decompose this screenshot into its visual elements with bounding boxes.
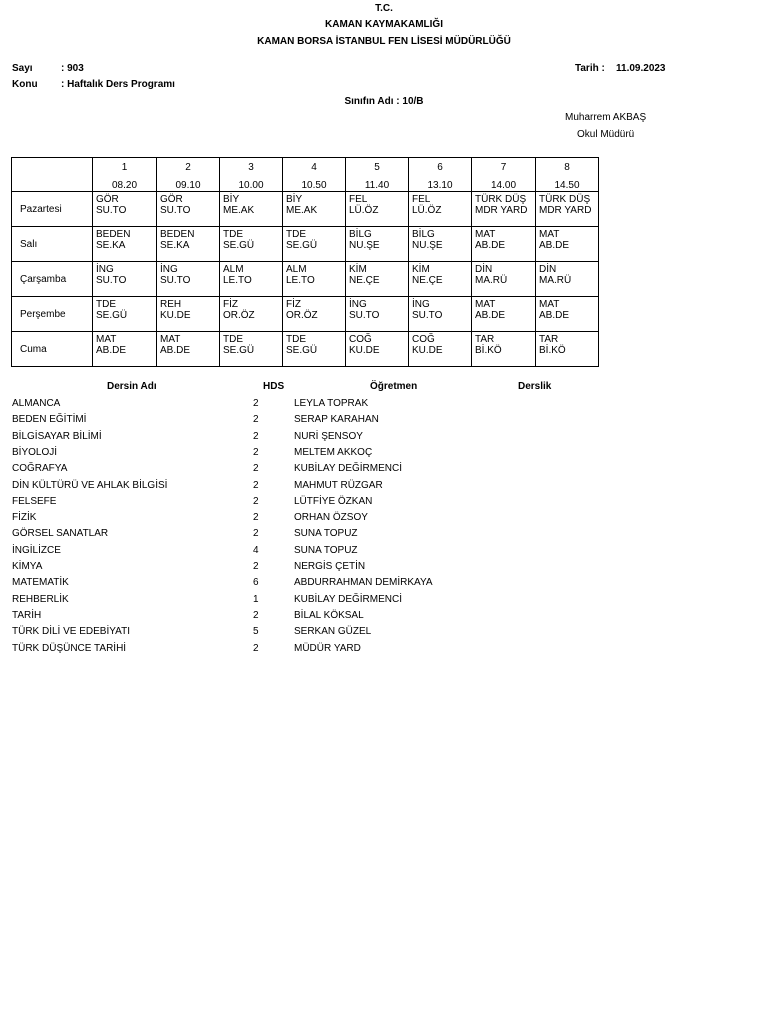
lesson-code: FEL bbox=[412, 194, 431, 205]
lesson-teacher: LE.TO bbox=[223, 275, 252, 286]
lesson-code: COĞ bbox=[412, 334, 435, 345]
header-tc: T.C. bbox=[375, 3, 393, 14]
lesson-cell bbox=[157, 262, 220, 297]
lesson-code: FİZ bbox=[223, 299, 238, 310]
konu-value: : Haftalık Ders Programı bbox=[61, 79, 175, 90]
course-teacher: MAHMUT RÜZGAR bbox=[294, 479, 383, 491]
lesson-teacher: AB.DE bbox=[475, 240, 506, 251]
lesson-teacher: SE.KA bbox=[96, 240, 126, 251]
lesson-cell bbox=[472, 192, 536, 227]
course-hds: 4 bbox=[253, 544, 259, 556]
course-name: ALMANCA bbox=[12, 398, 61, 409]
course-hds: 2 bbox=[253, 446, 259, 458]
lesson-teacher: SU.TO bbox=[160, 275, 191, 286]
slot-header: 5 11.40 bbox=[346, 158, 409, 192]
lesson-cell bbox=[220, 297, 283, 332]
course-name: KİMYA bbox=[12, 561, 43, 572]
course-hds: 2 bbox=[253, 609, 259, 621]
course-name: TÜRK DÜŞÜNCE TARİHİ bbox=[12, 642, 127, 654]
lesson-code: TAR bbox=[475, 334, 495, 345]
sayi-label: Sayı bbox=[12, 63, 33, 74]
lesson-code: TDE bbox=[223, 229, 243, 240]
course-teacher: KUBİLAY DEĞİRMENCİ bbox=[294, 463, 402, 475]
lesson-teacher: SU.TO bbox=[412, 310, 443, 321]
lesson-cell bbox=[409, 192, 472, 227]
konu-label: Konu bbox=[12, 79, 38, 90]
day-label: Cuma bbox=[12, 332, 93, 367]
lesson-teacher: AB.DE bbox=[475, 310, 506, 321]
lesson-cell bbox=[409, 297, 472, 332]
course-row bbox=[0, 577, 768, 593]
lesson-cell bbox=[536, 297, 599, 332]
lesson-teacher: KU.DE bbox=[160, 310, 191, 321]
day-label: Pazartesi bbox=[12, 192, 93, 227]
course-row bbox=[0, 594, 768, 610]
lesson-code: TAR bbox=[539, 334, 559, 345]
lesson-cell bbox=[536, 332, 599, 367]
lesson-cell bbox=[409, 262, 472, 297]
lesson-code: İNG bbox=[160, 264, 178, 275]
slot-header: 1 08.20 bbox=[93, 158, 157, 192]
course-row bbox=[0, 414, 768, 430]
lesson-teacher: NU.ŞE bbox=[349, 240, 380, 251]
room-header: Derslik bbox=[518, 381, 552, 392]
course-row bbox=[0, 398, 768, 414]
lesson-code: İNG bbox=[96, 264, 114, 275]
lesson-cell bbox=[93, 297, 157, 332]
lesson-cell bbox=[536, 192, 599, 227]
lesson-cell bbox=[536, 262, 599, 297]
course-hds: 6 bbox=[253, 577, 259, 589]
lesson-cell bbox=[472, 227, 536, 262]
lesson-teacher: LE.TO bbox=[286, 275, 315, 286]
lesson-code: ALM bbox=[286, 264, 307, 275]
lesson-code: BİLG bbox=[412, 229, 435, 240]
lesson-cell bbox=[346, 262, 409, 297]
lesson-code: MAT bbox=[475, 299, 496, 310]
lesson-code: KİM bbox=[412, 264, 430, 275]
lesson-teacher: SU.TO bbox=[349, 310, 380, 321]
lesson-code: FİZ bbox=[286, 299, 301, 310]
lesson-teacher: SE.GÜ bbox=[286, 240, 318, 251]
lesson-teacher: Bİ.KÖ bbox=[539, 345, 566, 356]
lesson-code: BİY bbox=[286, 194, 303, 205]
schedule-row bbox=[12, 192, 599, 227]
course-name: FİZİK bbox=[12, 512, 37, 524]
lesson-teacher: AB.DE bbox=[539, 310, 570, 321]
lesson-teacher: ME.AK bbox=[223, 205, 255, 216]
lesson-cell bbox=[220, 227, 283, 262]
hds-header: HDS bbox=[263, 381, 285, 392]
course-hds: 1 bbox=[253, 593, 259, 605]
lesson-code: FEL bbox=[349, 194, 368, 205]
course-name: COĞRAFYA bbox=[12, 463, 68, 475]
lesson-teacher: AB.DE bbox=[160, 345, 191, 356]
lesson-code: TDE bbox=[286, 334, 306, 345]
course-name: GÖRSEL SANATLAR bbox=[12, 528, 109, 540]
course-teacher: NERGİS ÇETİN bbox=[294, 561, 366, 572]
schedule-header-row bbox=[12, 158, 599, 192]
schedule-row bbox=[12, 332, 599, 367]
schedule-row bbox=[12, 262, 599, 297]
slot-header: 2 09.10 bbox=[157, 158, 220, 192]
course-teacher: SERKAN GÜZEL bbox=[294, 626, 372, 638]
class-name: Sınıfın Adı : 10/B bbox=[344, 96, 424, 107]
lesson-teacher: LÜ.ÖZ bbox=[349, 205, 379, 216]
course-teacher: LÜTFİYE ÖZKAN bbox=[294, 495, 373, 507]
tarih-label: Tarih : bbox=[575, 63, 605, 74]
lesson-cell bbox=[283, 297, 346, 332]
signer-name: Muharrem AKBAŞ bbox=[565, 112, 647, 123]
lesson-code: REH bbox=[160, 299, 182, 310]
lesson-code: TDE bbox=[96, 299, 116, 310]
lesson-teacher: LÜ.ÖZ bbox=[412, 205, 442, 216]
lesson-teacher: OR.ÖZ bbox=[223, 310, 255, 321]
course-teacher: SUNA TOPUZ bbox=[294, 528, 358, 540]
lesson-teacher: SU.TO bbox=[160, 205, 191, 216]
lesson-code: MAT bbox=[539, 299, 560, 310]
lesson-cell bbox=[283, 227, 346, 262]
course-row bbox=[0, 463, 768, 479]
lesson-code: DİN bbox=[475, 264, 493, 275]
course-hds: 2 bbox=[253, 512, 259, 524]
course-name: BEDEN EĞİTİMİ bbox=[12, 414, 87, 426]
course-row bbox=[0, 512, 768, 528]
header-district: KAMAN KAYMAKAMLIĞI bbox=[325, 19, 443, 30]
day-label: Perşembe bbox=[12, 297, 93, 332]
course-teacher: SUNA TOPUZ bbox=[294, 544, 358, 556]
sayi-value: : 903 bbox=[61, 63, 84, 74]
slot-header: 8 14.50 bbox=[536, 158, 599, 192]
lesson-teacher: KU.DE bbox=[349, 345, 380, 356]
lesson-code: MAT bbox=[539, 229, 560, 240]
lesson-code: GÖR bbox=[96, 194, 119, 205]
lesson-cell bbox=[283, 332, 346, 367]
lesson-code: GÖR bbox=[160, 194, 183, 205]
lesson-code: TDE bbox=[223, 334, 243, 345]
lesson-cell bbox=[157, 297, 220, 332]
course-name: MATEMATİK bbox=[12, 577, 69, 589]
schedule-table bbox=[11, 157, 599, 367]
course-name: REHBERLİK bbox=[12, 593, 69, 605]
course-name: BİLGİSAYAR BİLİMİ bbox=[12, 430, 102, 442]
lesson-code: İNG bbox=[412, 299, 430, 310]
lesson-cell bbox=[220, 192, 283, 227]
lesson-teacher: MDR YARD bbox=[539, 205, 592, 216]
lesson-cell bbox=[283, 192, 346, 227]
tarih-value: 11.09.2023 bbox=[616, 63, 666, 74]
course-hds: 2 bbox=[253, 463, 259, 475]
lesson-code: TÜRK DÜŞ bbox=[539, 194, 591, 205]
corner-cell bbox=[12, 158, 93, 192]
lesson-teacher: SE.GÜ bbox=[223, 240, 255, 251]
slot-header: 7 14.00 bbox=[472, 158, 536, 192]
lesson-cell bbox=[346, 332, 409, 367]
course-teacher: SERAP KARAHAN bbox=[294, 414, 379, 426]
lesson-cell bbox=[157, 192, 220, 227]
lesson-teacher: NE.ÇE bbox=[412, 275, 443, 286]
slot-header: 4 10.50 bbox=[283, 158, 346, 192]
course-hds: 5 bbox=[253, 626, 259, 638]
lesson-code: BEDEN bbox=[96, 229, 131, 240]
lesson-code: BEDEN bbox=[160, 229, 195, 240]
course-hds: 2 bbox=[253, 430, 259, 442]
lesson-cell bbox=[93, 332, 157, 367]
course-row bbox=[0, 610, 768, 626]
lesson-teacher: ME.AK bbox=[286, 205, 318, 216]
lesson-code: MAT bbox=[96, 334, 117, 345]
day-label: Salı bbox=[12, 227, 93, 262]
lesson-teacher: MA.RÜ bbox=[539, 275, 572, 286]
course-name: FELSEFE bbox=[12, 495, 57, 507]
header-school: KAMAN BORSA İSTANBUL FEN LİSESİ MÜDÜRLÜĞÜ bbox=[257, 36, 511, 47]
lesson-code: DİN bbox=[539, 264, 557, 275]
course-name: TÜRK DİLİ VE EDEBİYATI bbox=[12, 626, 130, 638]
lesson-cell bbox=[346, 192, 409, 227]
lesson-code: BİY bbox=[223, 194, 240, 205]
course-row bbox=[0, 431, 768, 447]
lesson-teacher: KU.DE bbox=[412, 345, 443, 356]
course-hds: 2 bbox=[253, 528, 259, 540]
lesson-teacher: MA.RÜ bbox=[475, 275, 508, 286]
lesson-teacher: MDR YARD bbox=[475, 205, 528, 216]
lesson-code: TÜRK DÜŞ bbox=[475, 194, 527, 205]
course-row bbox=[0, 447, 768, 463]
lesson-code: COĞ bbox=[349, 334, 372, 345]
schedule-row bbox=[12, 297, 599, 332]
lesson-cell bbox=[346, 227, 409, 262]
course-row bbox=[0, 528, 768, 544]
lesson-cell bbox=[472, 332, 536, 367]
lesson-cell bbox=[346, 297, 409, 332]
lesson-code: KİM bbox=[349, 264, 367, 275]
lesson-code: BİLG bbox=[349, 229, 372, 240]
lesson-teacher: SU.TO bbox=[96, 275, 127, 286]
lesson-cell bbox=[93, 262, 157, 297]
course-teacher: BİLAL KÖKSAL bbox=[294, 609, 364, 621]
course-hds: 2 bbox=[253, 414, 259, 426]
lesson-teacher: OR.ÖZ bbox=[286, 310, 318, 321]
lesson-cell bbox=[93, 227, 157, 262]
course-teacher: ABDURRAHMAN DEMİRKAYA bbox=[294, 577, 433, 589]
schedule-row bbox=[12, 227, 599, 262]
lesson-teacher: SU.TO bbox=[96, 205, 127, 216]
course-teacher: KUBİLAY DEĞİRMENCİ bbox=[294, 593, 402, 605]
lesson-code: MAT bbox=[475, 229, 496, 240]
lesson-cell bbox=[93, 192, 157, 227]
lesson-teacher: SE.GÜ bbox=[96, 310, 128, 321]
lesson-code: MAT bbox=[160, 334, 181, 345]
course-teacher: MÜDÜR YARD bbox=[294, 642, 361, 654]
course-row bbox=[0, 480, 768, 496]
course-hds: 2 bbox=[253, 561, 259, 572]
course-row bbox=[0, 626, 768, 642]
lesson-code: İNG bbox=[349, 299, 367, 310]
lesson-cell bbox=[409, 227, 472, 262]
slot-header: 6 13.10 bbox=[409, 158, 472, 192]
course-hds: 2 bbox=[253, 642, 259, 654]
lesson-teacher: SE.GÜ bbox=[286, 345, 318, 356]
course-teacher: ORHAN ÖZSOY bbox=[294, 512, 368, 524]
lesson-code: TDE bbox=[286, 229, 306, 240]
teacher-header: Öğretmen bbox=[370, 381, 418, 392]
course-hds: 2 bbox=[253, 479, 259, 491]
signer-title: Okul Müdürü bbox=[577, 129, 635, 140]
lesson-teacher: SE.KA bbox=[160, 240, 190, 251]
course-header: Dersin Adı bbox=[107, 381, 157, 392]
lesson-teacher: SE.GÜ bbox=[223, 345, 255, 356]
day-label: Çarşamba bbox=[12, 262, 93, 297]
lesson-cell bbox=[220, 332, 283, 367]
course-hds: 2 bbox=[253, 495, 259, 507]
slot-header: 3 10.00 bbox=[220, 158, 283, 192]
course-row bbox=[0, 545, 768, 561]
course-name: TARİH bbox=[12, 609, 42, 621]
lesson-teacher: NU.ŞE bbox=[412, 240, 443, 251]
course-hds: 2 bbox=[253, 398, 259, 409]
lesson-cell bbox=[283, 262, 346, 297]
lesson-cell bbox=[472, 297, 536, 332]
lesson-cell bbox=[409, 332, 472, 367]
course-row bbox=[0, 496, 768, 512]
course-name: İNGİLİZCE bbox=[12, 544, 61, 556]
lesson-teacher: AB.DE bbox=[539, 240, 570, 251]
course-teacher: MELTEM AKKOÇ bbox=[294, 446, 373, 458]
lesson-cell bbox=[472, 262, 536, 297]
lesson-teacher: NE.ÇE bbox=[349, 275, 380, 286]
course-teacher: NURİ ŞENSOY bbox=[294, 430, 363, 442]
course-teacher: LEYLA TOPRAK bbox=[294, 398, 369, 409]
course-row bbox=[0, 643, 768, 659]
course-row bbox=[0, 561, 768, 577]
lesson-cell bbox=[536, 227, 599, 262]
lesson-code: ALM bbox=[223, 264, 244, 275]
course-name: DİN KÜLTÜRÜ VE AHLAK BİLGİSİ bbox=[12, 479, 168, 491]
lesson-cell bbox=[220, 262, 283, 297]
lesson-cell bbox=[157, 332, 220, 367]
course-name: BİYOLOJİ bbox=[12, 446, 58, 458]
lesson-teacher: Bİ.KÖ bbox=[475, 345, 502, 356]
lesson-teacher: AB.DE bbox=[96, 345, 127, 356]
lesson-cell bbox=[157, 227, 220, 262]
